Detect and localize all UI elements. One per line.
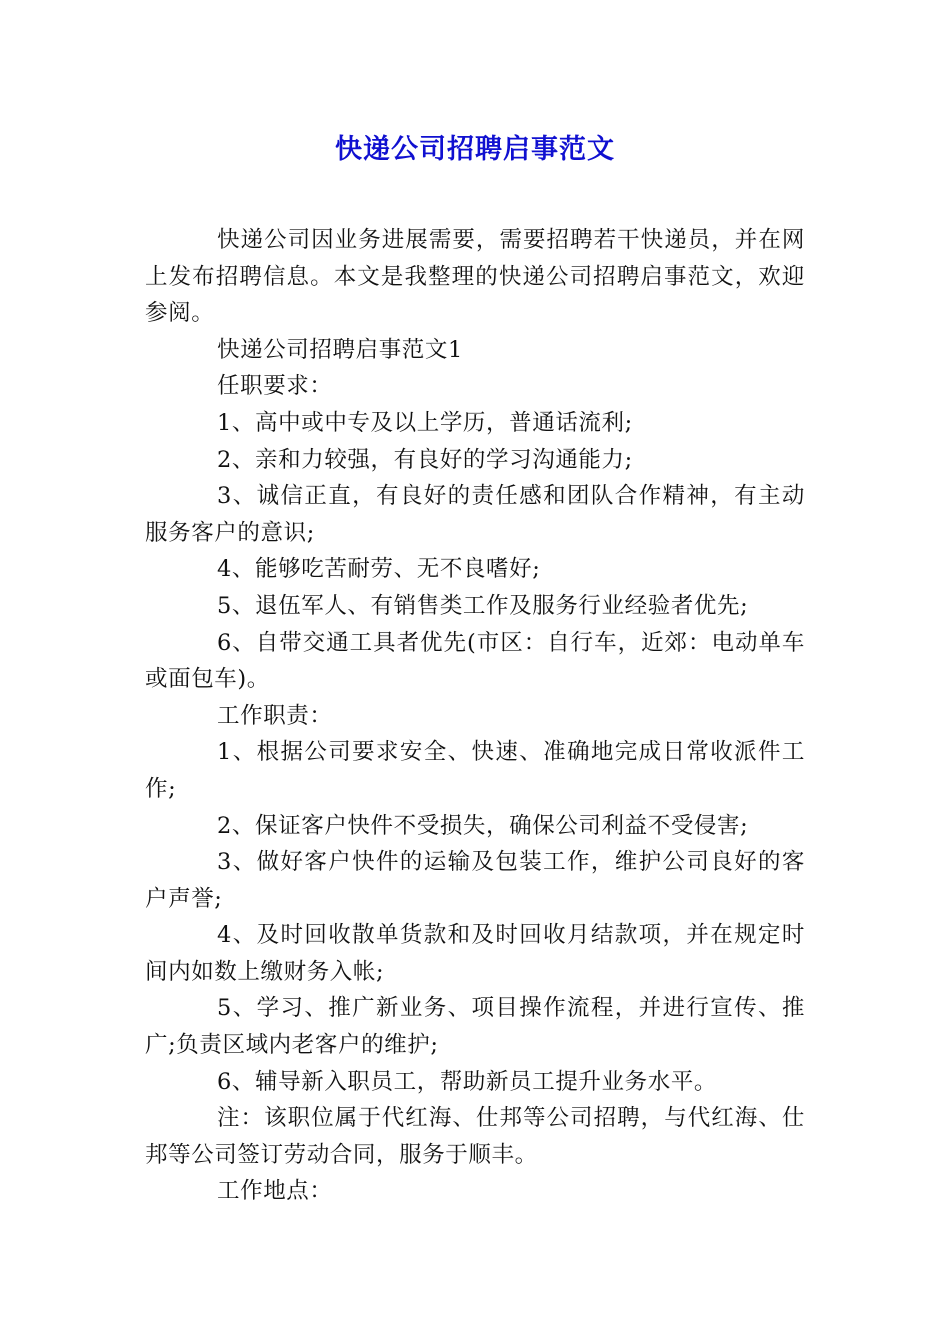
paragraph-intro: 快递公司因业务进展需要，需要招聘若干快递员，并在网上发布招聘信息。本文是我整理的快递公司招聘启事范文，欢迎参阅。 [145, 227, 805, 327]
document-body [145, 222, 805, 1210]
paragraph-duty-6: 6、辅导新入职员工，帮助新员工提升业务水平。 [217, 1068, 718, 1095]
paragraph-requirement-2: 2、亲和力较强，有良好的学习沟通能力; [217, 446, 633, 473]
paragraph-location-heading: 工作地点： [217, 1178, 333, 1205]
paragraph-duty-1: 1、根据公司要求安全、快速、准确地完成日常收派件工作; [145, 739, 805, 802]
paragraph-duty-3: 3、做好客户快件的运输及包装工作，维护公司良好的客户声誉; [145, 849, 805, 912]
paragraph-note: 注：该职位属于代红海、仕邦等公司招聘，与代红海、仕邦等公司签订劳动合同，服务于顺丰。 [145, 1105, 805, 1168]
document-title: 快递公司招聘启事范文 [335, 134, 615, 165]
paragraph-duty-5: 5、学习、推广新业务、项目操作流程，并进行宣传、推广;负责区域内老客户的维护; [145, 995, 805, 1059]
paragraph-requirement-4: 4、能够吃苦耐劳、无不良嗜好; [217, 556, 541, 583]
paragraph-duty-2: 2、保证客户快件不受损失，确保公司利益不受侵害; [217, 812, 749, 839]
paragraph-requirement-6: 6、自带交通工具者优先(市区：自行车，近郊：电动单车或面包车)。 [145, 629, 805, 693]
paragraph-requirement-1: 1、高中或中专及以上学历，普通话流利; [217, 409, 633, 436]
paragraph-section-heading: 快递公司招聘启事范文1 [217, 336, 463, 363]
paragraph-requirements-heading: 任职要求： [217, 373, 333, 400]
paragraph-duty-4: 4、及时回收散单货款和及时回收月结款项，并在规定时间内如数上缴财务入帐; [145, 922, 805, 985]
paragraph-duties-heading: 工作职责： [217, 702, 333, 729]
paragraph-requirement-5: 5、退伍军人、有销售类工作及服务行业经验者优先; [217, 592, 749, 619]
paragraph-requirement-3: 3、诚信正直，有良好的责任感和团队合作精神，有主动服务客户的意识; [145, 483, 805, 546]
